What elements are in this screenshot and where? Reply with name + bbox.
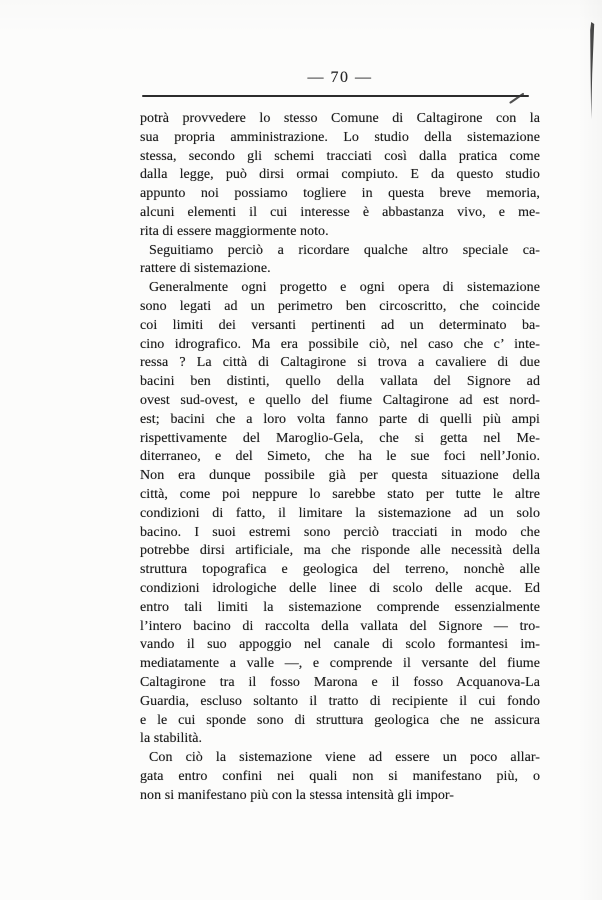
text-line: alcuni elementi il cui interesse è abbastanza vivo, e me-	[140, 204, 540, 220]
text-line: Non era dunque possibile già per questa situazione della	[140, 468, 540, 484]
ink-comma-mark	[508, 92, 526, 105]
text-line: ovest sud-ovest, e quello del fiume Caltagirone ad est nord-	[140, 392, 540, 408]
text-line: ressa ? La città di Caltagirone si trova a cavaliere di due	[140, 355, 540, 371]
text-line: appunto noi possiamo togliere in questa breve memoria,	[140, 186, 540, 202]
text-line: bacino. I suoi estremi sono perciò tracciati in modo che	[140, 524, 540, 540]
text-line: Seguitiamo perciò a ricordare qualche altro speciale ca-	[149, 242, 540, 258]
text-line: Generalmente ogni progetto e ogni opera di sistemazione	[149, 280, 540, 296]
ink-stroke-artifact	[587, 22, 597, 122]
text-line: cino idrografico. Ma era possibile ciò, nel caso che c’ inte-	[140, 336, 540, 352]
text-line: non si manifestano più con la stessa intensità gli impor-	[140, 787, 455, 803]
text-line: Guardia, escluso soltanto il tratto di recipiente il cui fondo	[140, 693, 540, 709]
smudge-artifact	[349, 719, 358, 722]
text-line: gata entro confini nei quali non si manifestano più, o	[140, 768, 540, 784]
page-number: — 70 —	[307, 69, 373, 86]
text-line: potrà provvedere lo stesso Comune di Caltagirone con la	[140, 111, 540, 126]
text-line: est; bacini che a loro volta fanno parte di quelli più ampi	[140, 411, 540, 427]
text-line: bacini ben distinti, quello della vallata del Signore ad	[140, 374, 540, 390]
text-line: vando il suo appoggio nel canale di scolo formantesi im-	[140, 637, 540, 653]
text-line: Con ciò la sistemazione viene ad essere un poco allar-	[149, 750, 540, 766]
text-line: entro tali limiti la sistemazione comprende essenzialmente	[140, 599, 540, 615]
header-rule	[142, 95, 529, 97]
text-line: struttura topografica e geologica del terreno, nonchè alle	[140, 562, 540, 578]
text-line: mediatamente a valle —, e comprende il versante del fiume	[140, 656, 540, 672]
text-line: condizioni idrologiche delle linee di scolo delle acque. Ed	[140, 580, 540, 596]
text-line: rispettivamente del Maroglio-Gela, che si getta nel Me-	[140, 430, 540, 446]
text-line: la stabilità.	[140, 731, 203, 747]
text-line: stessa, secondo gli schemi tracciati così dalla pratica come	[140, 148, 540, 164]
text-line: potrebbe dirsi artificiale, ma che risponde alle necessità della	[140, 543, 540, 559]
text-line: condizioni di fatto, il limitare la sistemazione ad un solo	[140, 505, 540, 521]
text-line: rattere di sistemazione.	[140, 261, 271, 277]
text-line: Caltagirone tra il fosso Marona e il fosso Acquanova-La	[140, 674, 540, 690]
text-line: l’intero bacino di raccolta della vallata del Signore — tro-	[140, 618, 540, 634]
text-block	[140, 110, 540, 805]
text-line: coi limiti dei versanti pertinenti ad un determinato ba-	[140, 317, 540, 333]
text-line: e le cui sponde sono di struttura geologica che ne assicura	[140, 712, 540, 728]
text-line: sua propria amministrazione. Lo studio della sistemazione	[140, 129, 540, 145]
text-line: sono legati ad un perimetro ben circoscritto, che coincide	[140, 298, 540, 314]
text-line: rita di essere maggiormente noto.	[140, 223, 329, 239]
text-line: città, come poi neppure lo sarebbe stato per tutte le altre	[140, 486, 540, 502]
text-line: diterraneo, e del Simeto, che ha le sue foci nell’Jonio.	[140, 449, 540, 465]
text-line: dalla legge, può dirsi ormai compiuto. E da questo studio	[140, 167, 540, 183]
